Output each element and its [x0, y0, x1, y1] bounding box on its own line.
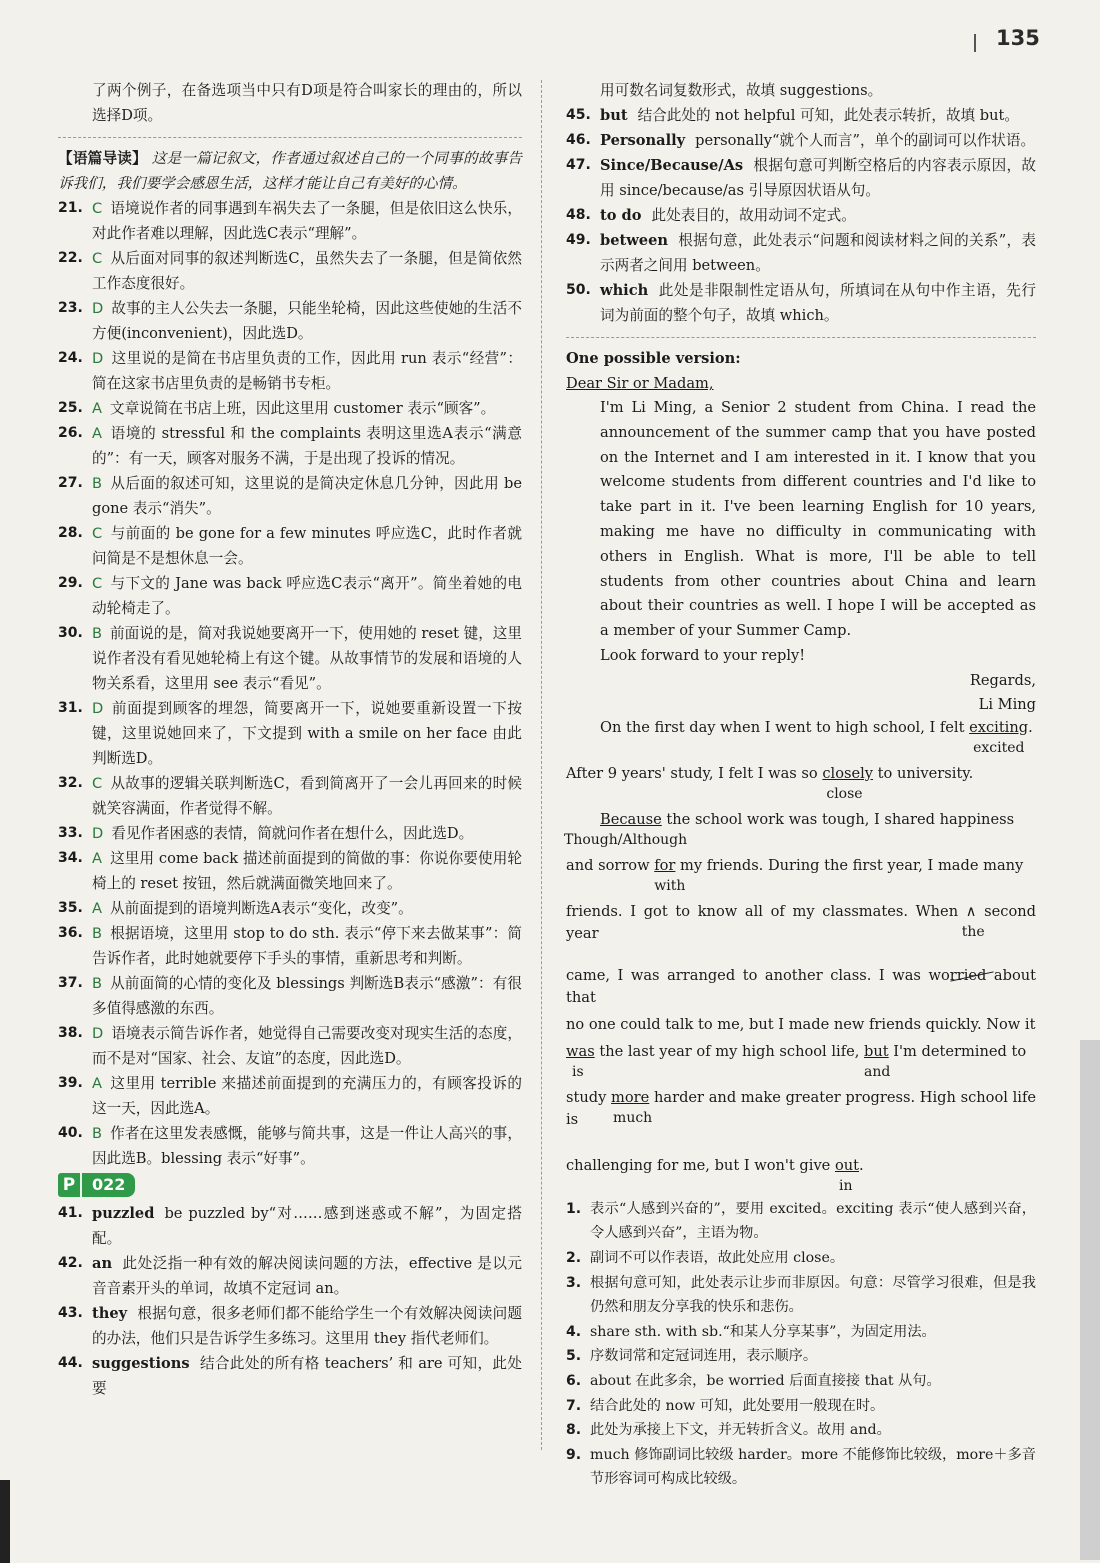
- answer-item: [58, 846, 522, 896]
- answer-word: which: [600, 282, 649, 299]
- item-explanation: [92, 1201, 522, 1251]
- corr-error: was: [566, 1042, 595, 1060]
- left-column: [58, 78, 522, 1401]
- corr-text: friends. I got to know all of my classmates. When: [566, 902, 966, 920]
- item-explanation: [92, 246, 522, 296]
- item-number: 21.: [58, 200, 83, 216]
- item-explanation: [92, 1351, 522, 1401]
- item-explanation: [92, 1301, 522, 1351]
- answer-item: [58, 1121, 522, 1171]
- item-explanation: [92, 471, 522, 521]
- item-explanation: [92, 571, 522, 621]
- corr-fix: with: [654, 877, 686, 894]
- explanation-text: personally“就个人而言”，单个的副词可以作状语。: [695, 132, 1036, 149]
- answer-item: [58, 621, 522, 696]
- item-explanation: [92, 196, 522, 246]
- explanation-text: much 修饰副词比较级 harder。more 不能修饰比较级，more＋多音节形容词可构成比较级。: [590, 1446, 1036, 1488]
- explanation-text: 这里说的是简在书店里负责的工作，因此用 run 表示“经营”：简在这家书店里负责的是畅销书专柜。: [92, 350, 522, 392]
- item-number: 25.: [58, 400, 83, 416]
- answer-letter: D: [92, 700, 104, 717]
- section-separator: [566, 337, 1036, 338]
- explanation-text: 根据句意，此处表示“问题和阅读材料之间的关系”，表示两者之间用 between。: [600, 232, 1036, 274]
- answer-letter: A: [92, 900, 102, 917]
- item-explanation: [92, 1251, 522, 1301]
- corr-text: study: [566, 1088, 612, 1106]
- essay-heading: One possible version:: [566, 350, 741, 367]
- explanation-text: 根据句意可判断空格后的内容表示原因，故用 since/because/as 引导原因状语从句。: [600, 157, 1036, 199]
- answer-letter: C: [92, 250, 103, 267]
- answer-item: [58, 521, 522, 571]
- explanation-text: 语境的 stressful 和 the complaints 表明这里选A表示“满意的”：有一天，顾客对服务不满，于是出现了投诉的情况。: [92, 425, 522, 467]
- item-explanation: [92, 696, 522, 771]
- explanation-text: 结合此处的所有格 teachers’ 和 are 可知，此处要: [92, 1355, 522, 1397]
- column-divider: [541, 80, 542, 1450]
- page-badge: [58, 1173, 522, 1197]
- item-number: 50.: [566, 282, 591, 298]
- explanation-text: 从后面的叙述可知，这里说的是简决定休息几分钟，因此用 be gone 表示“消失”。: [92, 475, 522, 517]
- essay-regards: Regards,: [969, 671, 1036, 689]
- explanation-text: 从前面提到的语境判断选A表示“变化，改变”。: [109, 900, 413, 917]
- correction-line-1: [566, 717, 1036, 756]
- item-explanation: [92, 1071, 522, 1121]
- item-explanation: [92, 921, 522, 971]
- item-explanation: [590, 1197, 1036, 1246]
- item-number: 4.: [566, 1323, 582, 1340]
- note-item: [566, 1369, 1036, 1394]
- answer-word: to do: [600, 207, 642, 224]
- correction-line-8: [566, 1041, 1036, 1080]
- note-item: [566, 1443, 1036, 1492]
- explanation-text: 故事的主人公失去一条腿，只能坐轮椅，因此这些使她的生活不方便(inconvenient)，因此选D。: [92, 300, 522, 342]
- corr-text: and sorrow: [566, 856, 655, 874]
- item-explanation: [600, 228, 1036, 278]
- answer-word: but: [600, 107, 628, 124]
- answer-item: [58, 471, 522, 521]
- item-explanation: [600, 153, 1036, 203]
- corr-text: After 9 years' study, I felt I was so: [566, 764, 823, 782]
- answer-item: [58, 771, 522, 821]
- explanation-text: 语境表示简告诉作者，她觉得自己需要改变对现实生活的态度，而不是对“国家、社会、友谊”的态度，因此选D。: [92, 1025, 522, 1067]
- item-number: 1.: [566, 1200, 582, 1217]
- item-number: 28.: [58, 525, 83, 541]
- note-item: [566, 1197, 1036, 1246]
- answer-list-21-40: [58, 196, 522, 1171]
- essay-signature: Li Ming: [978, 695, 1036, 713]
- item-number: 8.: [566, 1422, 582, 1439]
- explanation-text: 与前面的 be gone for a few minutes 呼应选C，此时作者就问简是不是想休息一会。: [92, 525, 522, 567]
- scan-edge-shadow: [1080, 1040, 1100, 1560]
- continuation-text: 了两个例子，在备选项当中只有D项是符合叫家长的理由的，所以选择D项。: [92, 82, 522, 124]
- item-number: 43.: [58, 1305, 83, 1321]
- item-explanation: [590, 1246, 1036, 1271]
- corr-text: to university.: [873, 764, 974, 782]
- answer-letter: C: [92, 200, 103, 217]
- item-explanation: [92, 1121, 522, 1171]
- item-number: 32.: [58, 775, 83, 791]
- answer-item: [58, 1071, 522, 1121]
- item-number: 46.: [566, 132, 591, 148]
- item-number: 27.: [58, 475, 83, 491]
- explanation-text: 前面提到顾客的埋怨，简要离开一下，说她要重新设置一下按键，这里说她回来了，下文提到 with a smile on her face 由此判断选D。: [92, 700, 522, 767]
- item-number: 34.: [58, 850, 83, 866]
- corr-text: the school work was tough, I shared happiness: [661, 810, 1015, 828]
- item-explanation: [92, 1021, 522, 1071]
- correction-line-7: [566, 1014, 1036, 1036]
- explanation-text: 此处为承接上下文，并无转折含义。故用 and。: [590, 1422, 891, 1439]
- answer-item: [566, 228, 1036, 278]
- item-explanation: [92, 396, 522, 421]
- answer-item: [58, 421, 522, 471]
- answer-letter: C: [92, 775, 103, 792]
- item-explanation: [92, 296, 522, 346]
- item-explanation: [92, 621, 522, 696]
- corr-fix: close: [826, 785, 863, 802]
- error-correction-passage: [566, 717, 1036, 1197]
- sample-essay: [566, 346, 1036, 717]
- item-explanation: [590, 1369, 1036, 1394]
- corr-error: but: [864, 1042, 889, 1060]
- answer-item: [58, 296, 522, 346]
- answer-word: an: [92, 1255, 113, 1272]
- item-number: 38.: [58, 1025, 83, 1041]
- item-number: 49.: [566, 232, 591, 248]
- answer-word: Since/Because/As: [600, 157, 744, 174]
- corr-text: .: [1028, 718, 1033, 736]
- answer-letter: B: [92, 475, 103, 492]
- answer-item: [58, 696, 522, 771]
- item-explanation: [92, 421, 522, 471]
- note-item: [566, 1246, 1036, 1271]
- corr-error: more: [611, 1088, 650, 1106]
- corr-fix: is: [572, 1063, 584, 1080]
- corr-text: On the first day when I went to high school, I felt: [600, 718, 970, 736]
- correction-line-10: [566, 1155, 1036, 1194]
- item-explanation: [590, 1418, 1036, 1443]
- answer-item: [58, 346, 522, 396]
- answer-item: [58, 571, 522, 621]
- explanation-text: 结合此处的 now 可知，此处要用一般现在时。: [590, 1397, 885, 1414]
- answer-letter: A: [92, 425, 102, 442]
- answer-word: puzzled: [92, 1205, 155, 1222]
- explanation-text: 根据句意可知，此处表示让步而非原因。句意：尽管学习很难，但是我仍然和朋友分享我的快乐和悲伤。: [590, 1274, 1036, 1316]
- section-separator: [58, 137, 522, 138]
- explanation-text: 结合此处的 not helpful 可知，此处表示转折，故填 but。: [637, 107, 1019, 124]
- answer-item: [58, 196, 522, 246]
- item-number: 37.: [58, 975, 83, 991]
- passage-intro: [58, 146, 522, 196]
- answer-item: [566, 153, 1036, 203]
- answer-item: [58, 246, 522, 296]
- explanation-text: 作者在这里发表感慨，能够与简共事，这是一件让人高兴的事，因此选B。blessing 表示“好事”。: [92, 1125, 522, 1167]
- answer-list-41-44: [58, 1201, 522, 1401]
- answer-item: [58, 1301, 522, 1351]
- item-explanation: [92, 521, 522, 571]
- item-number: 40.: [58, 1125, 83, 1141]
- item-number: 41.: [58, 1205, 83, 1221]
- answer-item: [566, 128, 1036, 153]
- explanation-text: 此处表目的，故用动词不定式。: [651, 207, 856, 224]
- item-explanation: [92, 346, 522, 396]
- corr-text: harder and make greater progress. High school life is: [566, 1088, 1036, 1128]
- item-number: 7.: [566, 1397, 582, 1414]
- badge-number: 022: [80, 1173, 135, 1197]
- explanation-text: 这里用 come back 描述前面提到的简做的事：你说你要使用轮椅上的 reset 按钮，然后就满面微笑地回来了。: [92, 850, 522, 892]
- item-explanation: [600, 128, 1036, 153]
- item-number: 26.: [58, 425, 83, 441]
- corr-text: challenging for me, but I won't give: [566, 1156, 835, 1174]
- corr-text: .: [859, 1156, 864, 1174]
- correction-line-4: [566, 855, 1036, 894]
- explanation-text: 此处泛指一种有效的解决阅读问题的方法，effective 是以元音音素开头的单词，故填不定冠词 an。: [92, 1255, 522, 1297]
- answer-letter: C: [92, 525, 103, 542]
- item-explanation: [92, 971, 522, 1021]
- explanation-text: 从前面简的心情的变化及 blessings 判断选B表示“感激”：有很多值得感激的东西。: [92, 975, 522, 1017]
- explanation-text: about 在此多余，be worried 后面直接接 that 从句。: [590, 1372, 941, 1389]
- corr-text: my friends. During the first year, I made many: [675, 856, 1024, 874]
- corr-error: closely: [822, 764, 874, 782]
- answer-letter: B: [92, 625, 103, 642]
- answer-letter: B: [92, 925, 103, 942]
- corr-fix: the: [961, 923, 985, 940]
- explanation-text: share sth. with sb.“和某人分享某事”，为固定用法。: [590, 1323, 936, 1340]
- answer-item: [58, 1251, 522, 1301]
- continuation-text: 用可数名词复数形式，故填 suggestions。: [600, 82, 883, 99]
- explanation-text: 这里用 terrible 来描述前面提到的充满压力的，有顾客投诉的这一天，因此选A。: [92, 1075, 522, 1117]
- item-explanation: [92, 771, 522, 821]
- corr-error: out: [834, 1156, 860, 1174]
- explanation-text: 前面说的是，简对我说她要离开一下，使用她的 reset 键，这里说作者没有看见她轮椅上有这个键。从故事情节的发展和语境的人物关系看，这里用 see 表示“看见”。: [92, 625, 522, 692]
- answer-item: [566, 203, 1036, 228]
- answer-letter: D: [92, 825, 104, 842]
- answer-letter: D: [92, 300, 104, 317]
- page-number-divider: [974, 34, 976, 52]
- answer-item: [58, 1021, 522, 1071]
- correction-notes: [566, 1197, 1036, 1492]
- corr-text: second year: [566, 902, 1036, 942]
- answer-item: [58, 821, 522, 846]
- item-number: 45.: [566, 107, 591, 123]
- corr-text: I'm determined to: [888, 1042, 1027, 1060]
- item-explanation: [92, 846, 522, 896]
- essay-salutation: Dear Sir or Madam,: [566, 375, 714, 392]
- right-column: [566, 78, 1036, 1492]
- explanation-text: 副词不可以作表语，故此处应用 close。: [590, 1249, 845, 1266]
- explanation-text: be puzzled by“对……感到迷惑或不解”，为固定搭配。: [92, 1205, 522, 1247]
- answer-list-45-50: [566, 103, 1036, 328]
- item-explanation: [600, 103, 1036, 128]
- corr-text: came, I was arranged to another class. I was worried about that: [566, 966, 1036, 1006]
- answer-letter: B: [92, 1125, 103, 1142]
- note-item: [566, 1394, 1036, 1419]
- answer-item: [58, 1351, 522, 1401]
- correction-line-2: [566, 763, 1036, 802]
- corr-error: exciting: [969, 718, 1029, 736]
- item-number: 3.: [566, 1274, 582, 1291]
- explanation-text: 文章说简在书店上班，因此这里用 customer 表示“顾客”。: [109, 400, 496, 417]
- item-number: 47.: [566, 157, 591, 173]
- item-number: 31.: [58, 700, 83, 716]
- corr-error: for: [654, 856, 676, 874]
- item-explanation: [590, 1443, 1036, 1492]
- corr-fix: and: [864, 1063, 891, 1080]
- corr-fix: Though/Although: [564, 831, 688, 848]
- explanation-text: 看见作者困惑的表情，简就问作者在想什么，因此选D。: [111, 825, 474, 842]
- scan-edge-corner: [0, 1480, 10, 1563]
- corr-fix: in: [838, 1177, 853, 1194]
- badge-p: P: [58, 1173, 80, 1197]
- item-number: 35.: [58, 900, 83, 916]
- answer-item: [58, 921, 522, 971]
- item-explanation: [600, 278, 1036, 328]
- item-number: 9.: [566, 1446, 582, 1463]
- answer-item: [58, 396, 522, 421]
- correction-line-5: [566, 901, 1036, 945]
- note-item: [566, 1320, 1036, 1345]
- page-number: 135: [996, 26, 1040, 50]
- answer-letter: A: [92, 1075, 102, 1092]
- answer-item: [58, 896, 522, 921]
- answer-item: [566, 278, 1036, 328]
- corr-text: the last year of my high school life,: [594, 1042, 865, 1060]
- item-number: 24.: [58, 350, 83, 366]
- explanation-text: 与下文的 Jane was back 呼应选C表示“离开”。简坐着她的电动轮椅走了。: [92, 575, 522, 617]
- explanation-text: 此处是非限制性定语从句，所填词在从句中作主语，先行词为前面的整个句子，故填 which。: [600, 282, 1036, 324]
- item-number: 30.: [58, 625, 83, 641]
- note-item: [566, 1418, 1036, 1443]
- corr-fix: much: [613, 1109, 653, 1126]
- correction-line-3: [564, 809, 1036, 848]
- item-explanation: [600, 203, 1036, 228]
- item-number: 33.: [58, 825, 83, 841]
- answer-item: [566, 103, 1036, 128]
- answer-letter: B: [92, 975, 103, 992]
- item-number: 44.: [58, 1355, 83, 1371]
- item-number: 22.: [58, 250, 83, 266]
- corr-text: no one could talk to me, but I made new friends quickly. Now it: [566, 1015, 1036, 1033]
- answer-letter: D: [92, 350, 104, 367]
- answer-letter: A: [92, 400, 102, 417]
- explanation-text: 语境说作者的同事遇到车祸失去了一条腿，但是依旧这么快乐，对此作者难以理解，因此选C表示“理解”。: [92, 200, 522, 242]
- item-number: 2.: [566, 1249, 582, 1266]
- answer-word: between: [600, 232, 668, 249]
- explanation-text: 序数词常和定冠词连用，表示顺序。: [590, 1348, 818, 1365]
- correction-line-9: [566, 1087, 1036, 1131]
- answer-word: Personally: [600, 132, 686, 149]
- explanation-text: 根据句意，很多老师们都不能给学生一个有效解决阅读问题的办法，他们只是告诉学生多练习。这里用 they 指代老师们。: [92, 1305, 522, 1347]
- correction-line-6: [566, 965, 1036, 1009]
- note-item: [566, 1344, 1036, 1369]
- note-item: [566, 1271, 1036, 1320]
- intro-tag: 【语篇导读】: [58, 150, 147, 167]
- answer-word: they: [92, 1305, 128, 1322]
- answer-word: suggestions: [92, 1355, 190, 1372]
- item-number: 39.: [58, 1075, 83, 1091]
- item-explanation: [590, 1394, 1036, 1419]
- answer-item: [58, 971, 522, 1021]
- explanation-text: 根据语境，这里用 stop to do sth. 表示“停下来去做某事”：简告诉作者，此时她就要停下手头的事情，重新思考和判断。: [92, 925, 522, 967]
- answer-letter: C: [92, 575, 103, 592]
- item-number: 23.: [58, 300, 83, 316]
- item-number: 6.: [566, 1372, 582, 1389]
- corr-error: Because: [600, 810, 662, 828]
- item-number: 36.: [58, 925, 83, 941]
- intro-text: 这是一篇记叙文，作者通过叙述自己的一个同事的故事告诉我们，我们要学会感恩生活，这样才能让自己有美好的心情。: [58, 150, 522, 192]
- answer-letter: D: [92, 1025, 104, 1042]
- explanation-text: 从故事的逻辑关联判断选C，看到简离开了一会儿再回来的时候就笑容满面，作者觉得不解。: [92, 775, 522, 817]
- answer-item: [58, 1201, 522, 1251]
- answer-letter: A: [92, 850, 102, 867]
- essay-closing: Look forward to your reply!: [600, 646, 806, 664]
- item-explanation: [590, 1271, 1036, 1320]
- item-number: 29.: [58, 575, 83, 591]
- corr-fix: excited: [973, 739, 1025, 756]
- item-explanation: [590, 1344, 1036, 1369]
- item-explanation: [92, 821, 522, 846]
- explanation-text: 从后面对同事的叙述判断选C，虽然失去了一条腿，但是简依然工作态度很好。: [92, 250, 522, 292]
- item-number: 42.: [58, 1255, 83, 1271]
- insert-caret: ∧: [965, 902, 977, 920]
- item-explanation: [92, 896, 522, 921]
- item-number: 48.: [566, 207, 591, 223]
- explanation-text: 表示“人感到兴奋的”，要用 excited。exciting 表示“使人感到兴奋，令人感到兴奋”，主语为物。: [590, 1200, 1036, 1242]
- essay-body: I'm Li Ming, a Senior 2 student from China. I read the announcement of the summer camp that you have posted on the Internet and I am interested in it. I know that you welcome students from different countries and I'd like to take part in it. I've been learning English for 10 years, making me have no difficulty in communicating with others in English. What is more, I'll be able to tell students from other countries about China and learn about their countries as well. I hope I will be accepted as a member of your Summer Camp.: [600, 399, 1036, 640]
- item-explanation: [590, 1320, 1036, 1345]
- item-number: 5.: [566, 1348, 582, 1365]
